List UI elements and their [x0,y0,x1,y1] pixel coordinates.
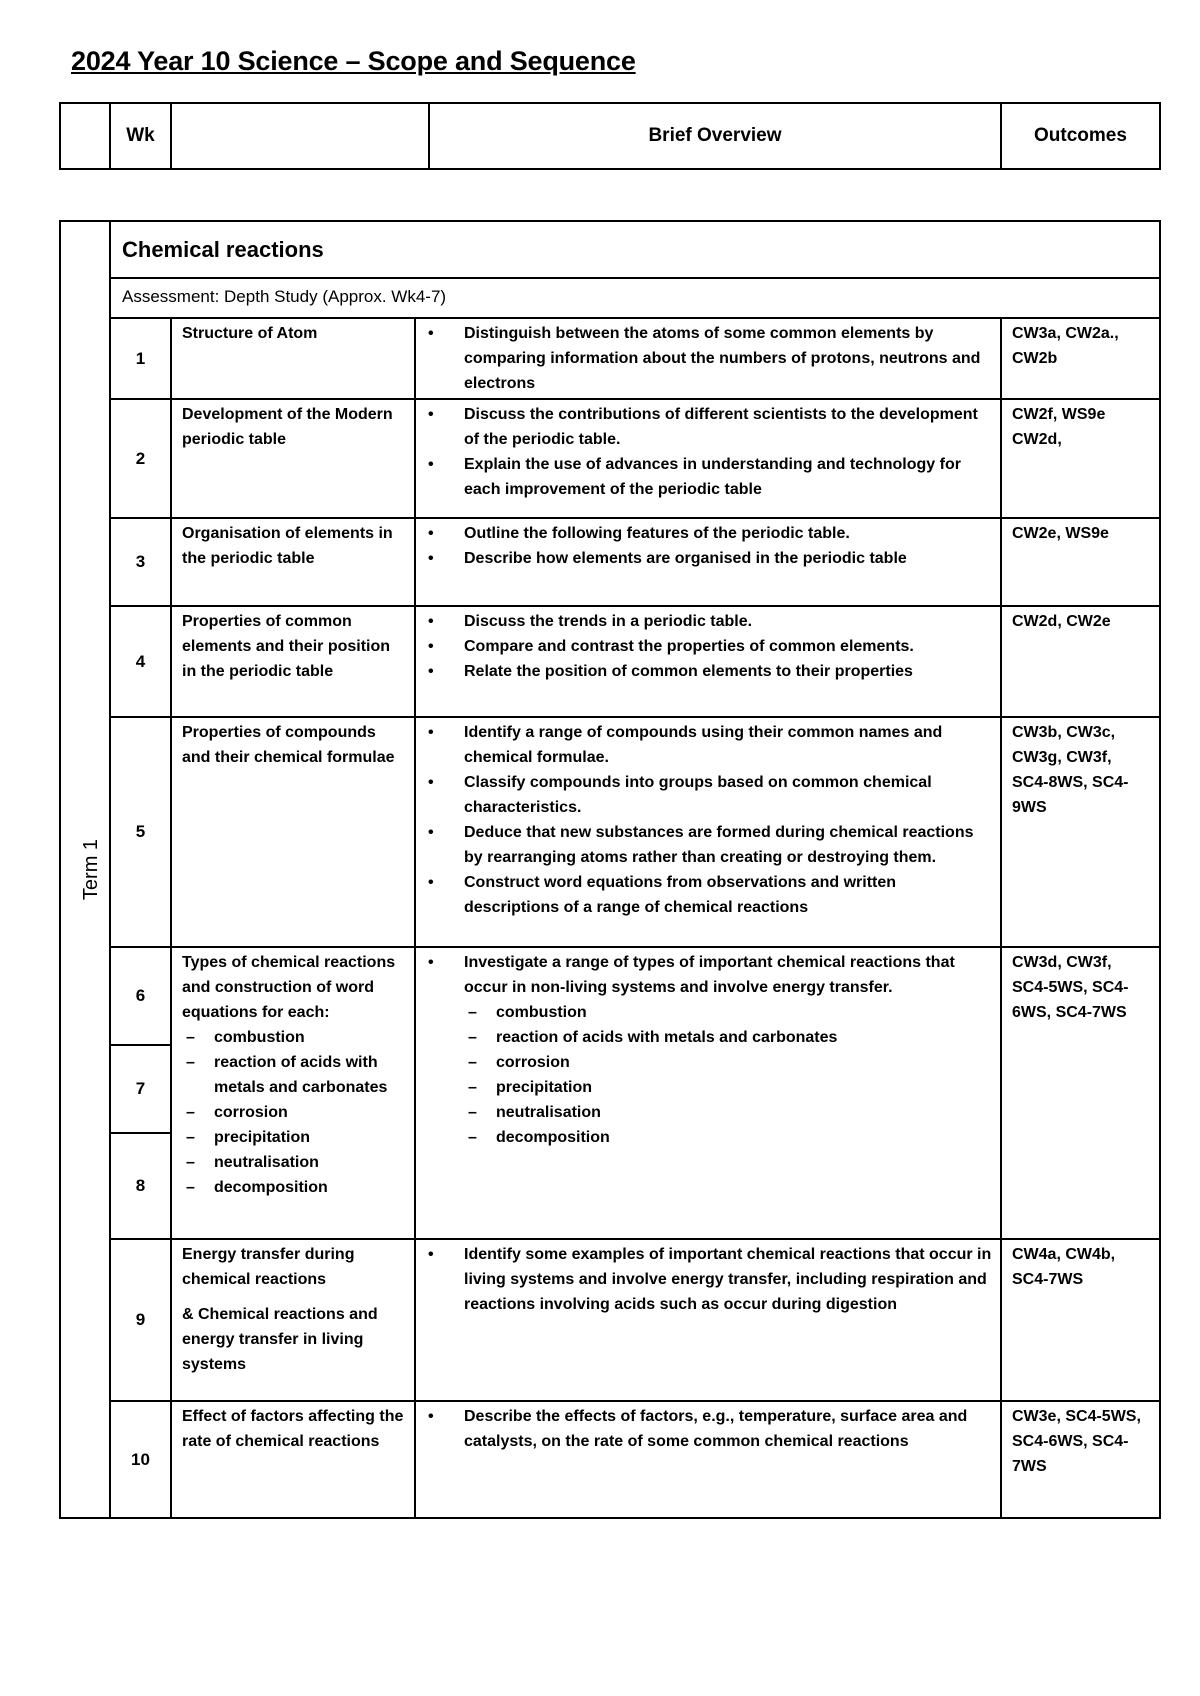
week-number: 6 [110,947,171,1045]
lesson-subtitle: & Chemical reactions and energy transfer in living systems [182,1306,378,1373]
overview-bullet [424,950,992,1150]
outcomes-cell: CW2d, CW2e [1001,606,1160,717]
overview-bullet: • Identify a range of compounds using their common names and chemical formulae. [424,720,992,770]
assessment-row [60,278,1160,318]
assessment-text: Assessment: Depth Study (Approx. Wk4-7) [110,278,1160,318]
table-row [60,1239,1160,1401]
outcomes-cell: CW3a, CW2a., CW2b [1001,318,1160,399]
overview-bullet: • Describe how elements are organised in the periodic table [424,546,992,571]
overview-sub-item: – corrosion [464,1050,992,1075]
week-number: 2 [110,399,171,518]
overview-bullet: • Compare and contrast the properties of common elements. [424,634,992,659]
outcomes-cell: CW3d, CW3f, SC4-5WS, SC4-6WS, SC4-7WS [1001,947,1160,1239]
overview-bullet: • Relate the position of common elements to their properties [424,659,992,684]
overview-cell [415,318,1001,399]
lesson-title: Effect of factors affecting the rate of chemical reactions [171,1401,415,1518]
week-number: 3 [110,518,171,606]
lesson-item: – precipitation [182,1125,404,1150]
overview-bullet: • Deduce that new substances are formed during chemical reactions by rearranging atoms rather than creating or destroying them. [424,820,992,870]
week-number: 5 [110,717,171,947]
overview-cell [415,518,1001,606]
lesson-cell [171,947,415,1239]
overview-sub-item: – neutralisation [464,1100,992,1125]
table-row [60,947,1160,1045]
overview-cell [415,1239,1001,1401]
overview-bullet: • Discuss the contributions of different scientists to the development of the periodic table. [424,402,992,452]
overview-bullet: • Identify some examples of important chemical reactions that occur in living systems and involve energy transfer, including respiration and reactions involving acids such as occur during digestion [424,1242,992,1317]
lesson-item: – reaction of acids with metals and carbonates [182,1050,404,1100]
table-row [60,399,1160,518]
page-title: 2024 Year 10 Science – Scope and Sequence [71,46,636,76]
lesson-item: – decomposition [182,1175,404,1200]
header-wk: Wk [110,103,171,169]
table-row [60,318,1160,399]
table-row [60,606,1160,717]
overview-sub-item: – reaction of acids with metals and carbonates [464,1025,992,1050]
lesson-title: Types of chemical reactions and construction of word equations for each: [182,954,396,1021]
outcomes-cell: CW4a, CW4b, SC4-7WS [1001,1239,1160,1401]
header-overview: Brief Overview [429,103,1001,169]
lesson-title: Energy transfer during chemical reactions [182,1246,355,1288]
term-label: Term 1 [80,838,103,901]
scope-table [59,220,1161,1519]
overview-bullet: • Construct word equations from observations and written descriptions of a range of chemical reactions [424,870,992,920]
outcomes-cell: CW3e, SC4-5WS, SC4-6WS, SC4-7WS [1001,1401,1160,1518]
lesson-title: Structure of Atom [171,318,415,399]
table-row [60,1401,1160,1518]
week-number: 8 [110,1133,171,1239]
overview-bullet: • Discuss the trends in a periodic table. [424,609,992,634]
lesson-title: Properties of compounds and their chemical formulae [171,717,415,947]
overview-bullet: • Classify compounds into groups based on common chemical characteristics. [424,770,992,820]
lesson-item: – corrosion [182,1100,404,1125]
week-number: 7 [110,1045,171,1133]
table-row [60,518,1160,606]
header-blank-cell [60,103,110,169]
overview-cell [415,1401,1001,1518]
overview-cell [415,399,1001,518]
header-row [60,103,1160,169]
lesson-title: Properties of common elements and their position in the periodic table [171,606,415,717]
lesson-item: – combustion [182,1025,404,1050]
overview-bullet-text: Investigate a range of types of important chemical reactions that occur in non-living systems and involve energy transfer. [464,954,955,996]
topic-title: Chemical reactions [110,221,1160,278]
overview-bullet: • Outline the following features of the periodic table. [424,521,992,546]
outcomes-cell: CW2e, WS9e [1001,518,1160,606]
header-outcomes: Outcomes [1001,103,1160,169]
topic-row [60,221,1160,278]
lesson-title: Development of the Modern periodic table [171,399,415,518]
term-cell [60,221,110,1518]
overview-sub-item: – combustion [464,1000,992,1025]
overview-sub-item: – decomposition [464,1125,992,1150]
week-number: 4 [110,606,171,717]
overview-sub-item: – precipitation [464,1075,992,1100]
overview-bullet: • Distinguish between the atoms of some common elements by comparing information about the numbers of protons, neutrons and electrons [424,321,992,396]
overview-cell [415,717,1001,947]
outcomes-cell: CW2f, WS9e CW2d, [1001,399,1160,518]
outcomes-cell: CW3b, CW3c, CW3g, CW3f, SC4-8WS, SC4-9WS [1001,717,1160,947]
lesson-title: Organisation of elements in the periodic table [171,518,415,606]
lesson-cell [171,1239,415,1401]
week-number: 10 [110,1401,171,1518]
lesson-item: – neutralisation [182,1150,404,1175]
table-row [60,717,1160,947]
overview-cell [415,947,1001,1239]
overview-bullet: • Explain the use of advances in understanding and technology for each improvement of the periodic table [424,452,992,502]
week-number: 1 [110,318,171,399]
overview-cell [415,606,1001,717]
header-table [59,102,1161,170]
week-number: 9 [110,1239,171,1401]
header-lesson-cell [171,103,429,169]
overview-bullet: • Describe the effects of factors, e.g., temperature, surface area and catalysts, on the rate of some common chemical reactions [424,1404,992,1454]
